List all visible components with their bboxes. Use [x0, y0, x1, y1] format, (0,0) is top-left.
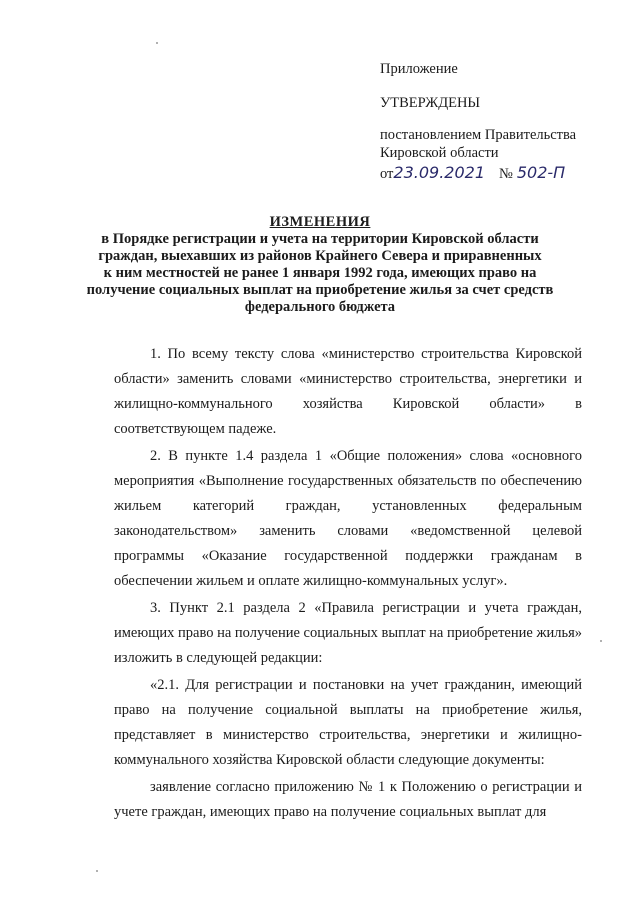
- paragraph-5: заявление согласно приложению № 1 к Положению о регистрации и учете граждан, имеющих право на получение социальных выплат для: [114, 779, 582, 820]
- approval-authority-line2: Кировской области: [380, 145, 499, 161]
- from-prefix: от: [380, 166, 394, 182]
- title-line: граждан, выехавших из районов Крайнего Севера и приравненных: [98, 248, 542, 264]
- paragraph-4: «2.1. Для регистрации и постановки на учет гражданин, имеющий право на получение социальной выплаты на приобретение жилья, представляет в министерство строительства, энергетики и жилищно-коммунального хозяйства Кировской области следующие документы:: [114, 677, 582, 768]
- paragraph-3: 3. Пункт 2.1 раздела 2 «Правила регистрации и учета граждан, имеющих право на получение социальных выплат на приобретение жилья» изложить в следующей редакции:: [114, 600, 582, 666]
- number-sign: №: [499, 166, 513, 182]
- document-body: [114, 342, 582, 825]
- appendix-label: Приложение: [380, 61, 458, 77]
- scan-speck: [156, 42, 158, 44]
- scan-speck: [96, 870, 98, 872]
- paragraph-2: 2. В пункте 1.4 раздела 1 «Общие положения» слова «основного мероприятия «Выполнение государственных обязательств по обеспечению жильем категорий граждан, установленных федеральным законодательством» заменить словами «ведомственной целевой программы «Оказание государственной поддержки гражданам в обеспечении жильем и оплате жилищно-коммунальных услуг».: [114, 448, 582, 589]
- approval-date-number: [380, 164, 565, 183]
- handwritten-date: 23.09.2021: [393, 163, 486, 182]
- approval-authority-line1: постановлением Правительства: [380, 127, 577, 143]
- title-line: в Порядке регистрации и учета на территории Кировской области: [101, 231, 539, 247]
- title-heading: ИЗМЕНЕНИЯ: [269, 214, 371, 230]
- handwritten-number: 502-П: [516, 163, 566, 182]
- document-title: [0, 214, 640, 316]
- scan-speck: [600, 640, 602, 642]
- title-line: федерального бюджета: [244, 299, 396, 315]
- approved-label: УТВЕРЖДЕНЫ: [380, 95, 481, 111]
- title-line: к ним местностей не ранее 1 января 1992 года, имеющих право на: [103, 265, 537, 281]
- title-line: получение социальных выплат на приобретение жилья за счет средств: [86, 282, 554, 298]
- paragraph-1: 1. По всему тексту слова «министерство строительства Кировской области» заменить словами «министерство строительства, энергетики и жилищно-коммунального хозяйства Кировской области» в соответствующем падеже.: [114, 346, 582, 437]
